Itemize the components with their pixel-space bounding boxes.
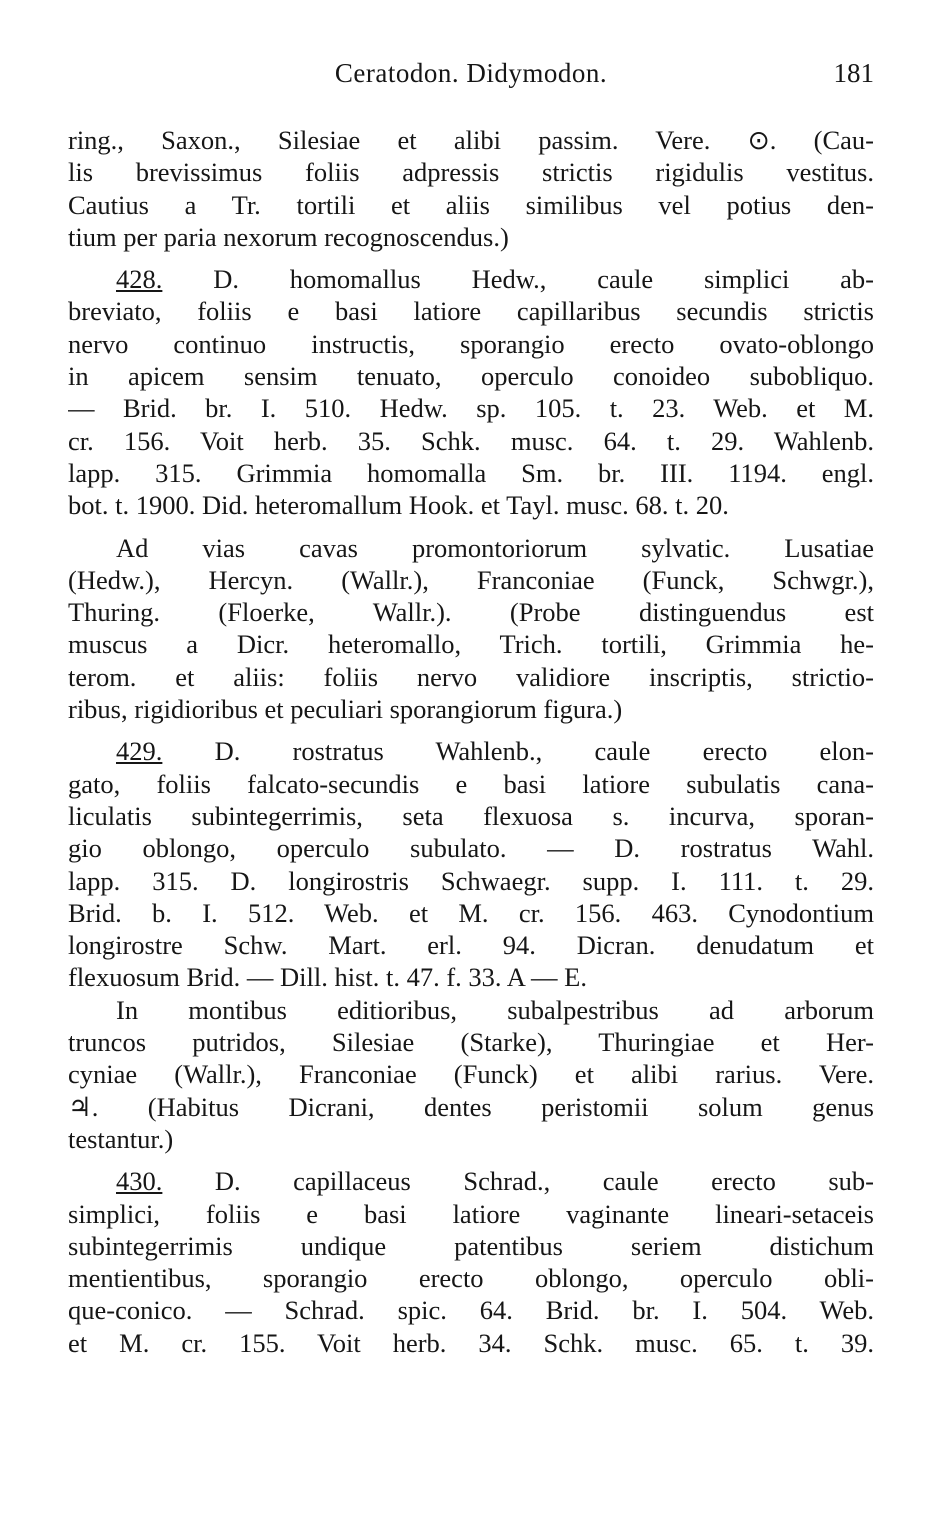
text-line: longirostre Schw. Mart. erl. 94. Dicran. denudatum et (68, 930, 874, 961)
text-line: bot. t. 1900. Did. heteromallum Hook. et Tayl. musc. 68. t. 20. (68, 490, 729, 521)
text-line: que-conico. — Schrad. spic. 64. Brid. br. I. 504. Web. (68, 1295, 874, 1326)
text-line: In montibus editioribus, subalpestribus ad arborum (116, 994, 874, 1025)
text-line: flexuosum Brid. — Dill. hist. t. 47. f. 33. A — E. (68, 962, 587, 993)
text-line: ring., Saxon., Silesiae et alibi passim. Vere. ⊙. (Cau- (68, 125, 874, 155)
text-line: — Brid. br. I. 510. Hedw. sp. 105. t. 23. Web. et M. (68, 393, 874, 424)
entry-428 (68, 263, 874, 521)
text-line: mentientibus, sporangio erecto oblongo, operculo obli- (68, 1263, 874, 1294)
entry-number: 430. (116, 1166, 163, 1197)
text-line: ribus, rigidioribus et peculiari sporangiorum figura.) (68, 694, 623, 725)
entry-heading-text: D. capillaceus Schrad., caule erecto sub- (214, 1166, 874, 1197)
entry-heading-text: D. homomallus Hedw., caule simplici ab- (213, 264, 874, 295)
entry-number: 428. (116, 264, 163, 295)
text-line: gio oblongo, operculo subulato. — D. rostratus Wahl. (68, 833, 874, 864)
text-line: Ad vias cavas promontoriorum sylvatic. Lusatiae (116, 532, 874, 563)
text-line: breviato, foliis e basi latiore capillaribus secundis strictis (68, 296, 874, 327)
entry-429 (68, 735, 874, 993)
text-line: testantur.) (68, 1123, 174, 1154)
text-line: simplici, foliis e basi latiore vaginante lineari-setaceis (68, 1198, 874, 1229)
running-header (68, 58, 874, 102)
running-title: Ceratodon. Didymodon. (334, 58, 608, 88)
entry-430 (68, 1165, 874, 1359)
entry-heading-text: D. rostratus Wahlenb., caule erecto elon- (214, 736, 874, 767)
text-line: lapp. 315. Grimmia homomalla Sm. br. III. 1194. engl. (68, 457, 874, 488)
text-line: truncos putridos, Silesiae (Starke), Thuringiae et Her- (68, 1027, 874, 1058)
text-line: in apicem sensim tenuato, operculo conoideo subobliquo. (68, 361, 874, 392)
text-line: Brid. b. I. 512. Web. et M. cr. 156. 463. Cynodontium (68, 897, 874, 928)
text-line: liculatis subintegerrimis, seta flexuosa s. incurva, sporan- (68, 800, 874, 831)
text-line: ♃. (Habitus Dicrani, dentes peristomii solum genus (68, 1091, 874, 1122)
text-line: terom. et aliis: foliis nervo validiore inscriptis, strictio- (68, 661, 874, 692)
text-line: gato, foliis falcato-secundis e basi latiore subulatis cana- (68, 768, 874, 799)
text-line: Cautius a Tr. tortili et aliis similibus vel potius den- (68, 189, 874, 220)
text-line: et M. cr. 155. Voit herb. 34. Schk. musc. 65. t. 39. (68, 1327, 874, 1358)
text-line: tium per paria nexorum recognoscendus.) (68, 221, 509, 252)
text-line: cr. 156. Voit herb. 35. Schk. musc. 64. t. 29. Wahlenb. (68, 425, 874, 456)
entry-heading-line (68, 263, 874, 295)
text-line: (Hedw.), Hercyn. (Wallr.), Franconiae (Funck, Schwgr.), (68, 564, 874, 595)
entry-heading-line (68, 1165, 874, 1197)
entry-number: 429. (116, 736, 163, 767)
text-line: lapp. 315. D. longirostris Schwaegr. supp. I. 111. t. 29. (68, 865, 874, 896)
text-line: lis brevissimus foliis adpressis strictis rigidulis vestitus. (68, 157, 874, 188)
text-line: subintegerrimis undique patentibus seriem distichum (68, 1230, 874, 1261)
text-line: Thuring. (Floerke, Wallr.). (Probe distinguendus est (68, 597, 874, 628)
text-line: nervo continuo instructis, sporangio erecto ovato-oblongo (68, 328, 874, 359)
entry-heading-line (68, 735, 874, 767)
page-number: 181 (833, 58, 874, 88)
habitat-428 (68, 532, 874, 726)
main-text (68, 124, 874, 1359)
habitat-429 (68, 994, 874, 1155)
paragraph-continuation (68, 124, 874, 253)
text-line: muscus a Dicr. heteromallo, Trich. tortili, Grimmia he- (68, 629, 874, 660)
text-line: cyniae (Wallr.), Franconiae (Funck) et alibi rarius. Vere. (68, 1059, 874, 1090)
